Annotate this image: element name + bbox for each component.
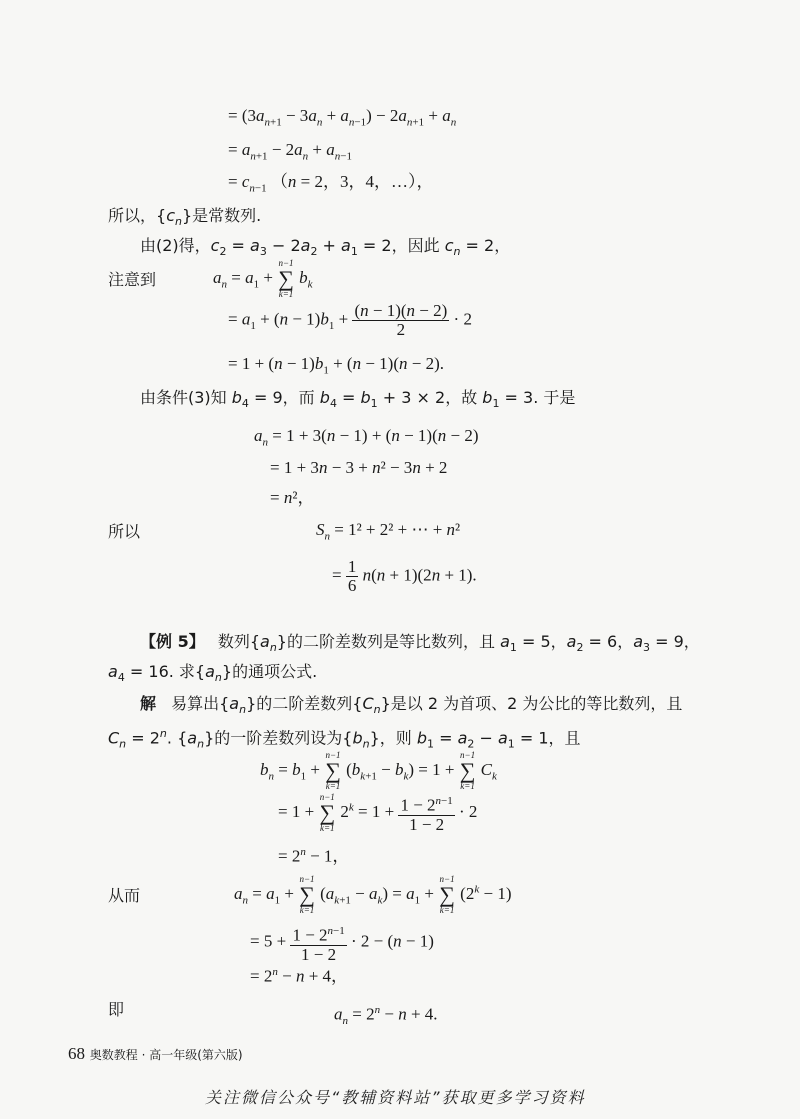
equation-line: = $a_1 + (n - 1)b_1$ + $\frac{(n - 1)(n - 2)}{2}$ · 2 [228,301,472,339]
watermark-text: 关注微信公众号“教辅资料站”获取更多学习资料 [205,1088,586,1107]
equation-line: $b_n = b_1$ + n−1 ∑ k=1 $(b_{k+1} - b_k) = 1$ + n−1 ∑ k=1 $C_k$ [260,750,497,791]
text-line: $a_4 = 16$. 求$\{a_n\}$的通项公式. [108,662,318,685]
equation-line: $a_n = a_1$ + n−1 ∑ k=1 $b_k$ [213,258,313,299]
text-line: $C_n = 2^n$. $\{a_n\}$的一阶差数列设为$\{b_n\}$，则 $b_1 = a_2 - a_1 = 1$，且 [108,727,581,751]
equation-line: $a_n = a_1$ + n−1 ∑ k=1 $(a_{k+1} - a_k) = a_1$ + n−1 ∑ k=1 $(2^k - 1)$ [234,874,512,915]
example-text: 数列$\{a_n\}$的二阶差数列是等比数列，且 $a_1 = 5$，$a_2 = 6$，$a_3 = 9$， [217,632,700,655]
book-title: 奥数教程 · 高一年级(第六版) [89,1048,243,1062]
equation-line: = $c_{n-1}$ （n = 2，3，4，…）， [228,172,434,195]
equation-line: = n²， [270,488,315,507]
label: 即 [108,1000,125,1019]
example-heading [140,632,700,658]
equation-line: = 1 + n−1 ∑ k=1 $2^k = 1$ + $\frac{1 - 2^{n-1}}{1 - 2}$ · 2 [278,792,478,834]
equation-line: = $(3a_{n+1} - 3a_n + a_{n-1}) - 2a_{n+1} + a_n$ [228,106,457,129]
label: 注意到 [108,270,157,289]
text-line: 由条件(3)知 $b_4 = 9$，而 $b_4 = b_1 + 3 \times 2$，故 $b_1 = 3$. 于是 [140,388,576,411]
label: 所以 [108,522,141,541]
page-footer [68,1044,243,1064]
equation-line: = $a_{n+1} - 2a_n + a_{n-1}$ [228,140,352,163]
equation-line: $a_n = 2^n - n + 4$. [334,1004,438,1028]
solution-text: 易算出$\{a_n\}$的二阶差数列$\{C_n\}$是以 2 为首项、2 为公比的等比数列，且 [171,694,683,717]
equation-line: $S_n = 1^2 + 2^2$ + ⋯ + n² [316,520,461,543]
page-number: 68 [68,1044,85,1063]
equation-line: = $2^n - n + 4$， [250,966,349,986]
equation-line: = $1 + (n - 1)b_1 + (n - 1)(n - 2)$. [228,354,445,377]
example-label: 【例 5】 [140,632,205,651]
label: 从而 [108,886,141,905]
solution-label: 解 [140,694,157,713]
equation-line: = 5 + $\frac{1 - 2^{n-1}}{1 - 2}$ · 2 − (n − 1) [250,922,434,964]
text-line: 所以，$\{c_n\}$是常数列. [108,206,262,229]
equation-line: $a_n = 1 + 3(n - 1) + (n - 1)(n - 2)$ [254,426,479,449]
equation-line: = $2^n - 1$， [278,846,350,866]
solution-line [140,694,682,720]
text-line: 由(2)得，$c_2 = a_3 - 2a_2 + a_1 = 2$，因此 $c_n = 2$， [140,236,511,259]
equation-line: = 1 + 3n − 3 + n² − 3n + 2 [270,458,448,477]
equation-line: = $\frac{1}{6}$ n(n + 1)(2n + 1). [332,557,477,595]
